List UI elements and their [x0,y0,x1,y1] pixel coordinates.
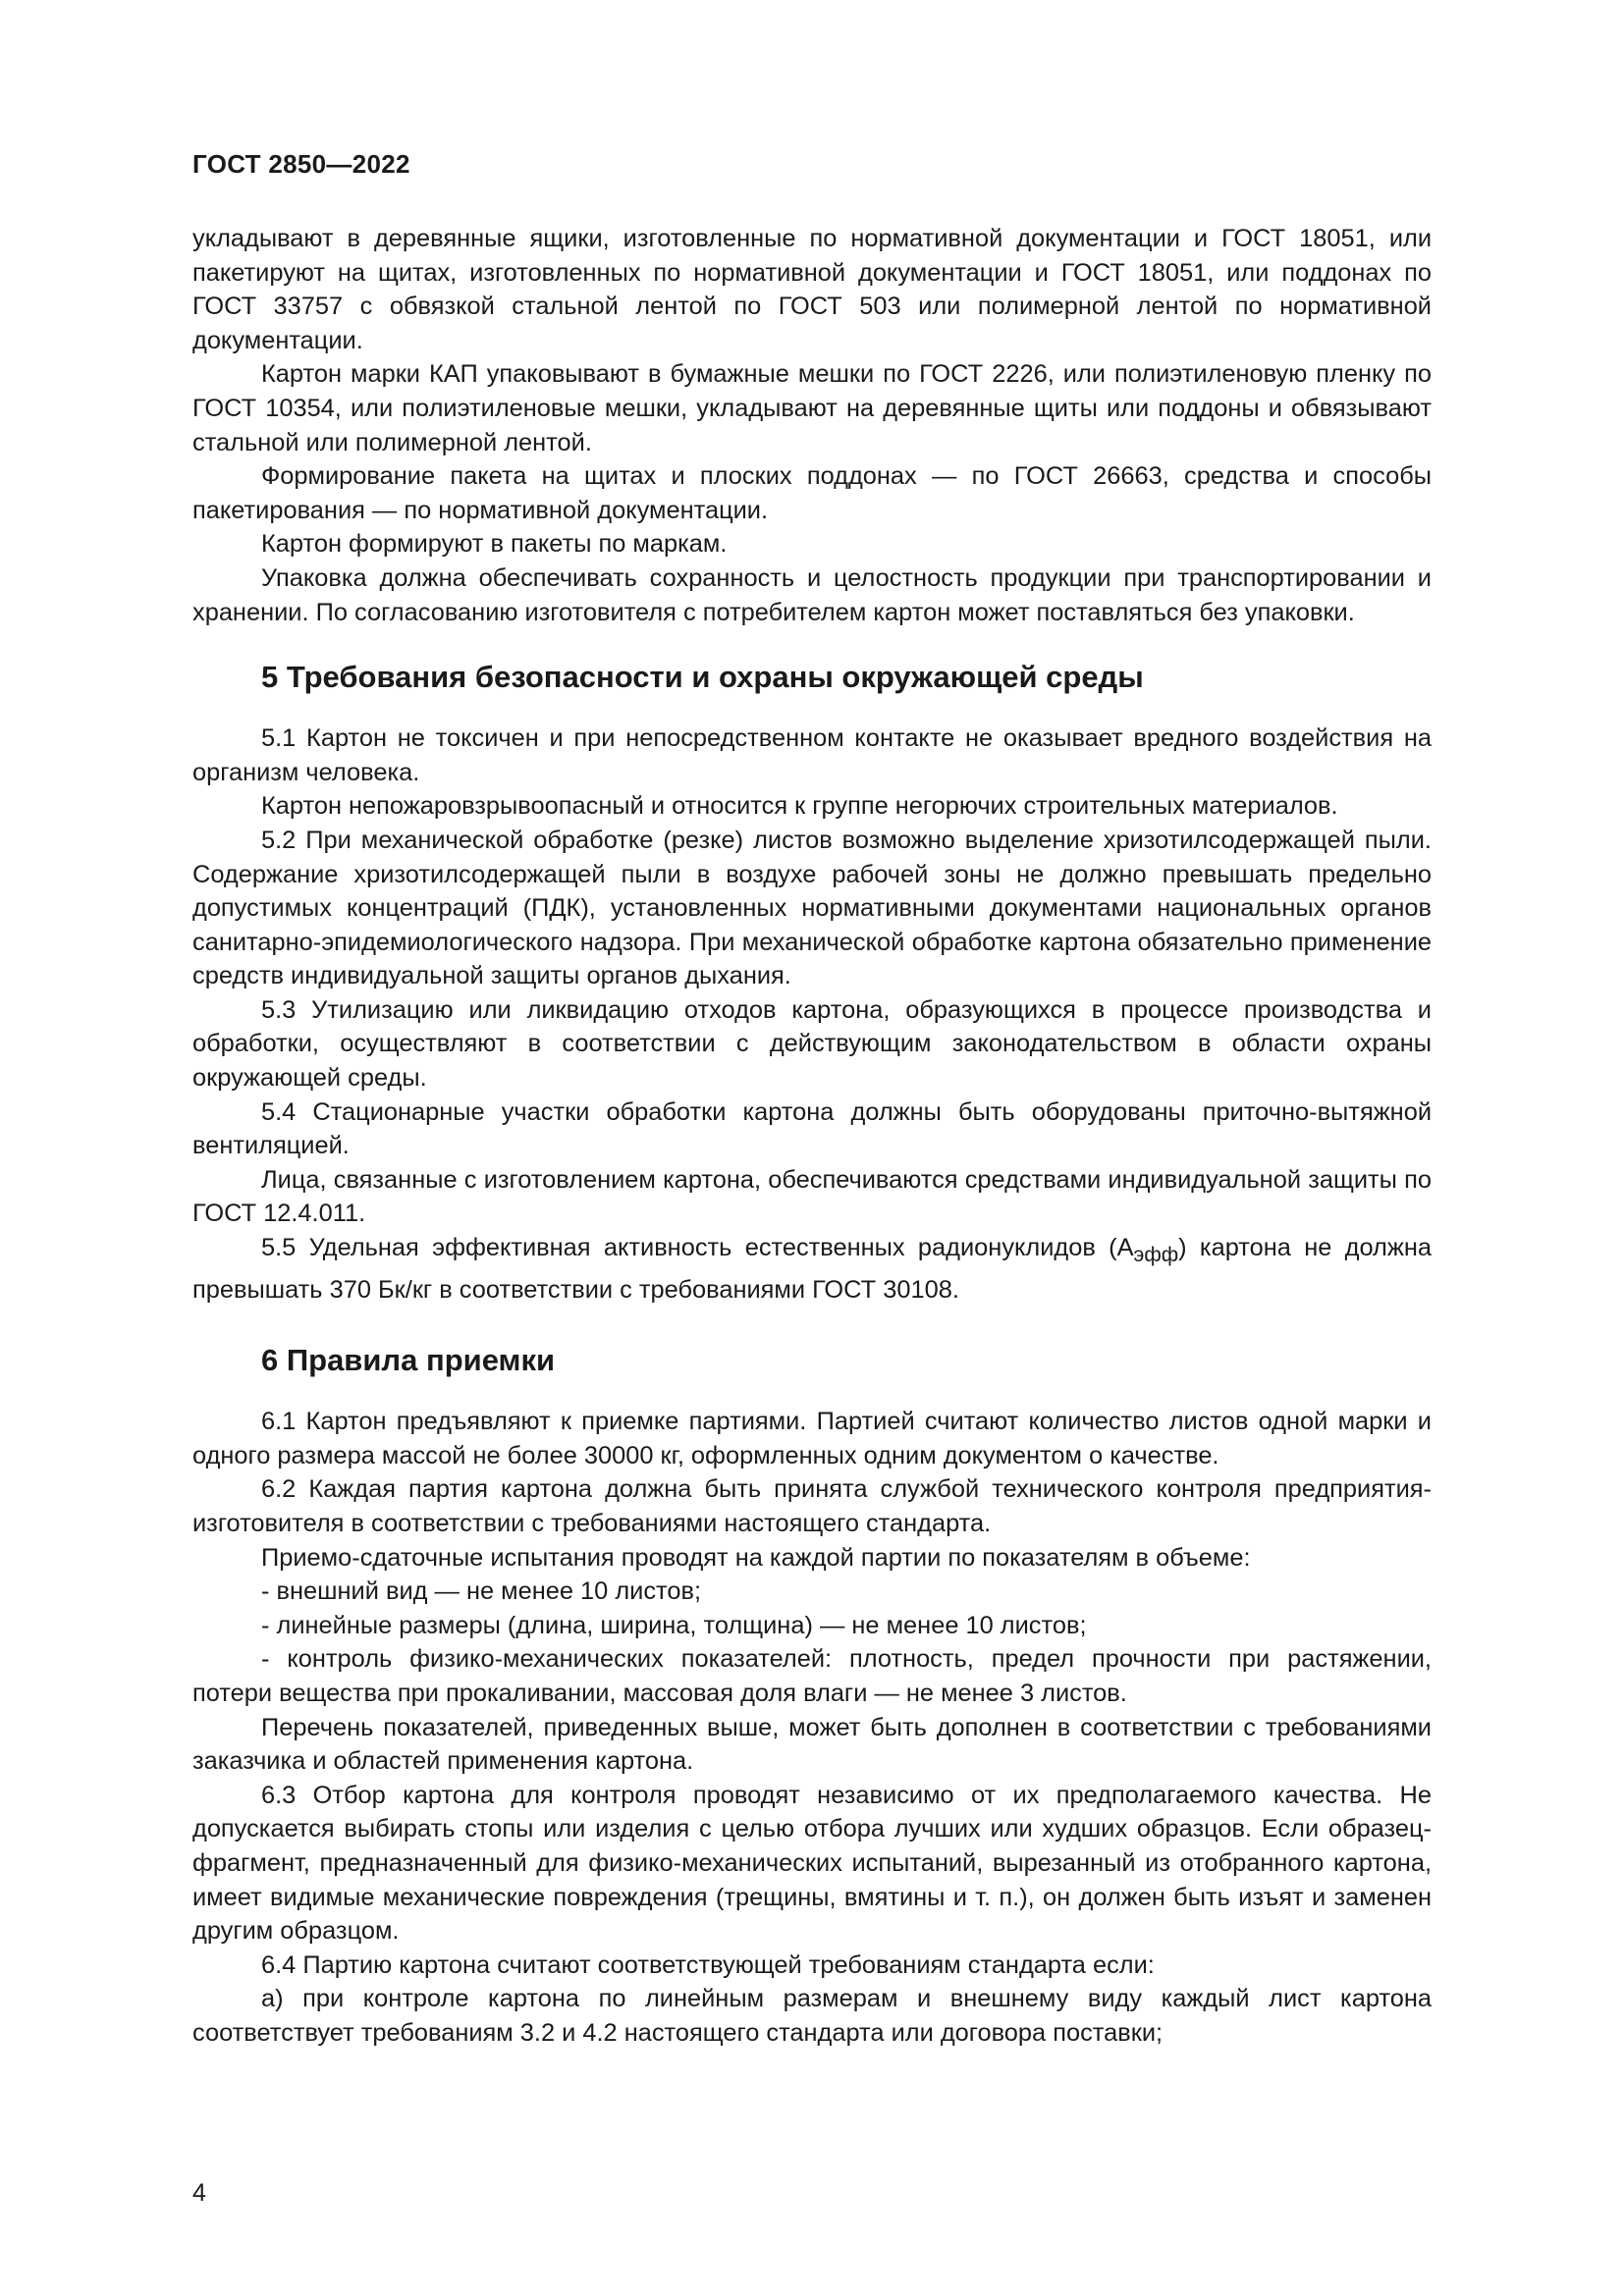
clause-5-2: 5.2 При механической обработке (резке) листов возможно выделение хризотилсодержащей пыли. Содержание хризотилсодержащей пыли в воздухе рабочей зоны не должно превышать предельно допустимых концентраций (ПДК), установленных нормативными документами национальных органов санитарно-эпидемиологического надзора. При механической обработке картона обязательно применение средств индивидуальной защиты органов дыхания. [192,826,1432,990]
packaging-paragraph-3: Формирование пакета на щитах и плоских поддонах — по ГОСТ 26663, средства и способы пакетирования — по нормативной документации. [192,462,1432,524]
section-5-heading: 5 Требования безопасности и охраны окружающей среды [261,660,1144,695]
clause-5-5-subscript: эфф [1133,1244,1179,1267]
document-body [192,222,1432,2051]
packaging-paragraph-4: Картон формируют в пакеты по маркам. [261,530,728,559]
list-item: - внешний вид — не менее 10 листов; [261,1577,702,1606]
clause-5-1: 5.1 Картон не токсичен и при непосредственном контакте не оказывает вредного воздействия на организм человека. [192,724,1432,786]
clause-6-2-supplement: Перечень показателей, приведенных выше, может быть дополнен в соответствии с требованиями заказчика и областей применения картона. [192,1713,1432,1776]
packaging-paragraph-1: укладывают в деревянные ящики, изготовленные по нормативной документации и ГОСТ 18051, или пакетируют на щитах, изготовленных по нормативной документации и ГОСТ 18051, или поддонах по ГОСТ 33757 с обвязкой стальной лентой по ГОСТ 503 или полимерной лентой по нормативной документации. [192,225,1432,354]
packaging-paragraph-2: Картон марки КАП упаковывают в бумажные мешки по ГОСТ 2226, или полиэтиленовую пленку по ГОСТ 10354, или полиэтиленовые мешки, укладывают на деревянные щиты или поддоны и обвязывают стальной или полимерной лентой. [192,360,1432,456]
clause-5-5-text-start: 5.5 Удельная эффективная активность естественных радионуклидов (А [261,1234,1134,1262]
clause-5-4: 5.4 Стационарные участки обработки картона должны быть оборудованы приточно-вытяжной вентиляцией. [192,1097,1432,1160]
clause-6-4: 6.4 Партию картона считают соответствующей требованиям стандарта если: [261,1950,1155,1979]
clause-5-3: 5.3 Утилизацию или ликвидацию отходов картона, образующихся в процессе производства и обработки, осуществляют в соответствии с действующим законодательством в области охраны окружающей среды. [192,995,1432,1093]
clause-6-1: 6.1 Картон предъявляют к приемке партиями. Партией считают количество листов одной марки и одного размера массой не более 30000 кг, оформленных одним документом о качестве. [192,1408,1432,1469]
document-header-id: ГОСТ 2850—2022 [192,149,410,179]
clause-5-4-continued: Лица, связанные с изготовлением картона, обеспечиваются средствами индивидуальной защиты по ГОСТ 12.4.011. [192,1165,1432,1228]
section-6-heading: 6 Правила приемки [261,1343,556,1378]
packaging-paragraph-5: Упаковка должна обеспечивать сохранность и целостность продукции при транспортировании и хранении. По согласованию изготовителя с потребителем картон может поставляться без упаковки. [192,563,1432,626]
clause-5-5 [192,1231,1432,1307]
clause-6-3: 6.3 Отбор картона для контроля проводят независимо от их предполагаемого качества. Не допускается выбирать стопы или изделия с целью отбора лучших или худших образцов. Если образец-фрагмент, предназначенный для физико-механических испытаний, вырезанный из отобранного картона, имеет видимые механические повреждения (трещины, вмятины и т. п.), он должен быть изъят и заменен другим образцом. [192,1781,1432,1946]
clause-6-4-a: а) при контроле картона по линейным размерам и внешнему виду каждый лист картона соответствует требованиям 3.2 и 4.2 настоящего стандарта или договора поставки; [192,1985,1432,2047]
clause-5-5-text-end: ) картона не должна превышать 370 Бк/кг в соответствии с требованиями ГОСТ 30108. [192,1234,1432,1304]
clause-6-2: 6.2 Каждая партия картона должна быть принята службой технического контроля предприятия-изготовителя в соответствии с требованиями настоящего стандарта. [192,1475,1432,1538]
page-number: 4 [192,2179,206,2207]
clause-5-1-continued: Картон непожаровзрывоопасный и относится к группе негорючих строительных материалов. [261,792,1338,821]
list-item: - линейные размеры (длина, ширина, толщина) — не менее 10 листов; [261,1611,1087,1639]
clause-6-2-tests-intro: Приемо-сдаточные испытания проводят на каждой партии по показателям в объеме: [261,1543,1251,1572]
list-item: - контроль физико-механических показателей: плотность, предел прочности при растяжении, потери вещества при прокаливании, массовая доля влаги — не менее 3 листов. [192,1645,1432,1708]
